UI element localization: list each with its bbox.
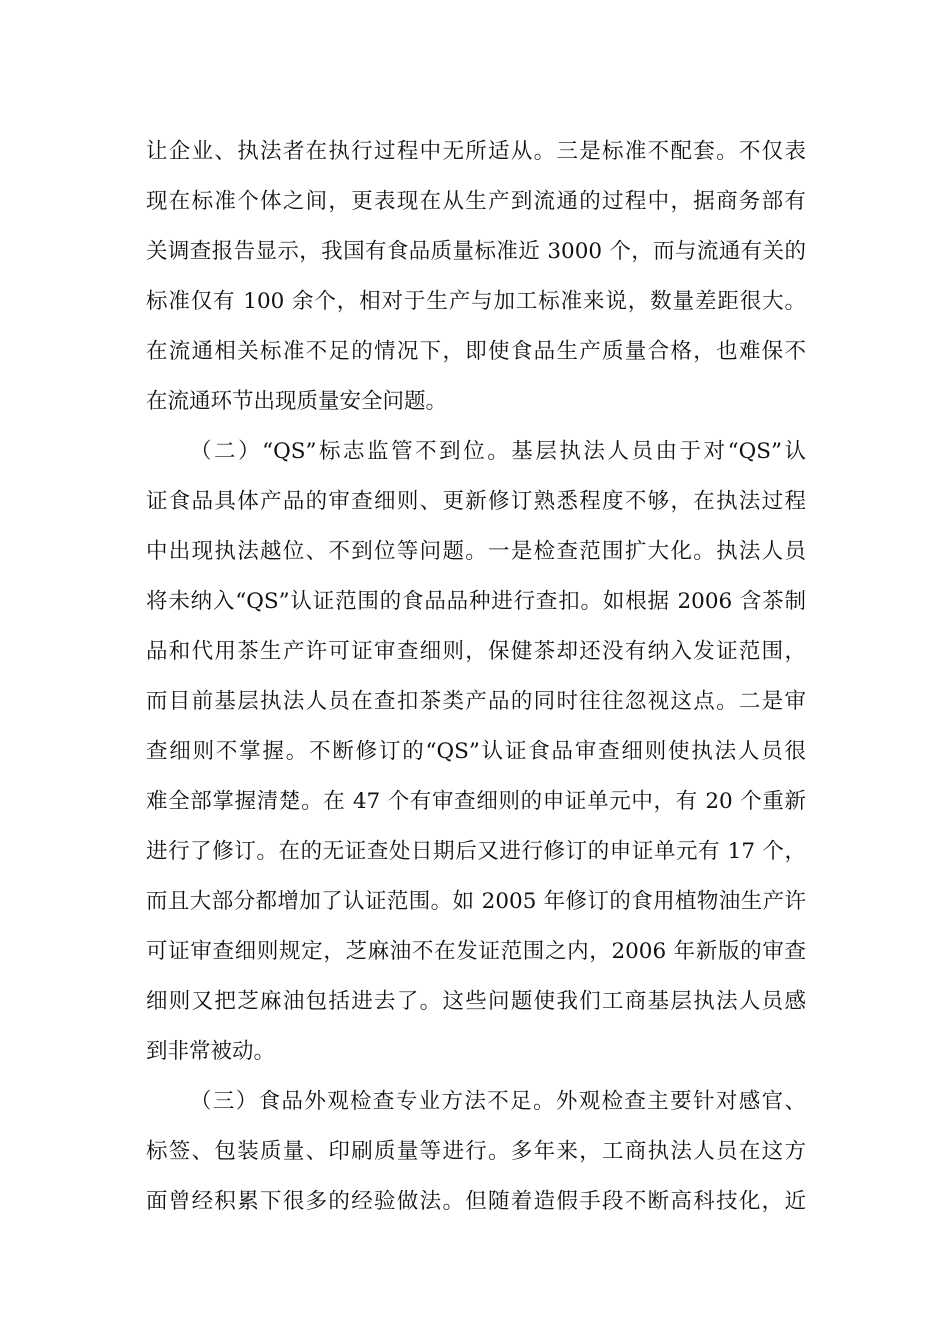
section-heading-3: （三）食品外观检查专业方法不足。外观检查主要针对感官、: [190, 1089, 806, 1114]
text-line-8: 证食品具体产品的审查细则、更新修订熟悉程度不够，在执法过程: [146, 489, 806, 514]
text-line-2: 现在标准个体之间，更表现在从生产到流通的过程中，据商务部有: [146, 189, 806, 214]
text-line-15: 进行了修订。在的无证查处日期后又进行修订的申证单元有 17 个，: [146, 839, 806, 864]
text-line-14: 难全部掌握清楚。在 47 个有审查细则的申证单元中，有 20 个重新: [146, 789, 806, 814]
text-line-18: 细则又把芝麻油包括进去了。这些问题使我们工商基层执法人员感: [146, 989, 806, 1014]
text-line-11: 品和代用茶生产许可证审查细则，保健茶却还没有纳入发证范围，: [146, 639, 806, 664]
text-line-19: 到非常被动。: [146, 1039, 276, 1064]
text-line-6: 在流通环节出现质量安全问题。: [146, 389, 448, 414]
text-line-13: 查细则不掌握。不断修订的“QS”认证食品审查细则使执法人员很: [146, 739, 806, 764]
text-line-17: 可证审查细则规定，芝麻油不在发证范围之内，2006 年新版的审查: [146, 939, 806, 964]
text-line-9: 中出现执法越位、不到位等问题。一是检查范围扩大化。执法人员: [146, 539, 806, 564]
text-line-5: 在流通相关标准不足的情况下，即使食品生产质量合格，也难保不: [146, 339, 806, 364]
text-line-4: 标准仅有 100 余个，相对于生产与加工标准来说，数量差距很大。: [146, 289, 806, 314]
text-line-1: 让企业、执法者在执行过程中无所适从。三是标准不配套。不仅表: [146, 139, 806, 164]
text-line-3: 关调查报告显示，我国有食品质量标准近 3000 个，而与流通有关的: [146, 239, 806, 264]
text-line-10: 将未纳入“QS”认证范围的食品品种进行查扣。如根据 2006 含茶制: [146, 589, 806, 614]
text-line-21: 标签、包装质量、印刷质量等进行。多年来，工商执法人员在这方: [146, 1139, 806, 1164]
text-line-22: 面曾经积累下很多的经验做法。但随着造假手段不断高科技化，近: [146, 1189, 806, 1214]
text-line-16: 而且大部分都增加了认证范围。如 2005 年修订的食用植物油生产许: [146, 889, 806, 914]
section-heading-2: （二）“QS”标志监管不到位。基层执法人员由于对“QS”认: [190, 439, 806, 464]
text-line-12: 而目前基层执法人员在查扣茶类产品的同时往往忽视这点。二是审: [146, 689, 806, 714]
